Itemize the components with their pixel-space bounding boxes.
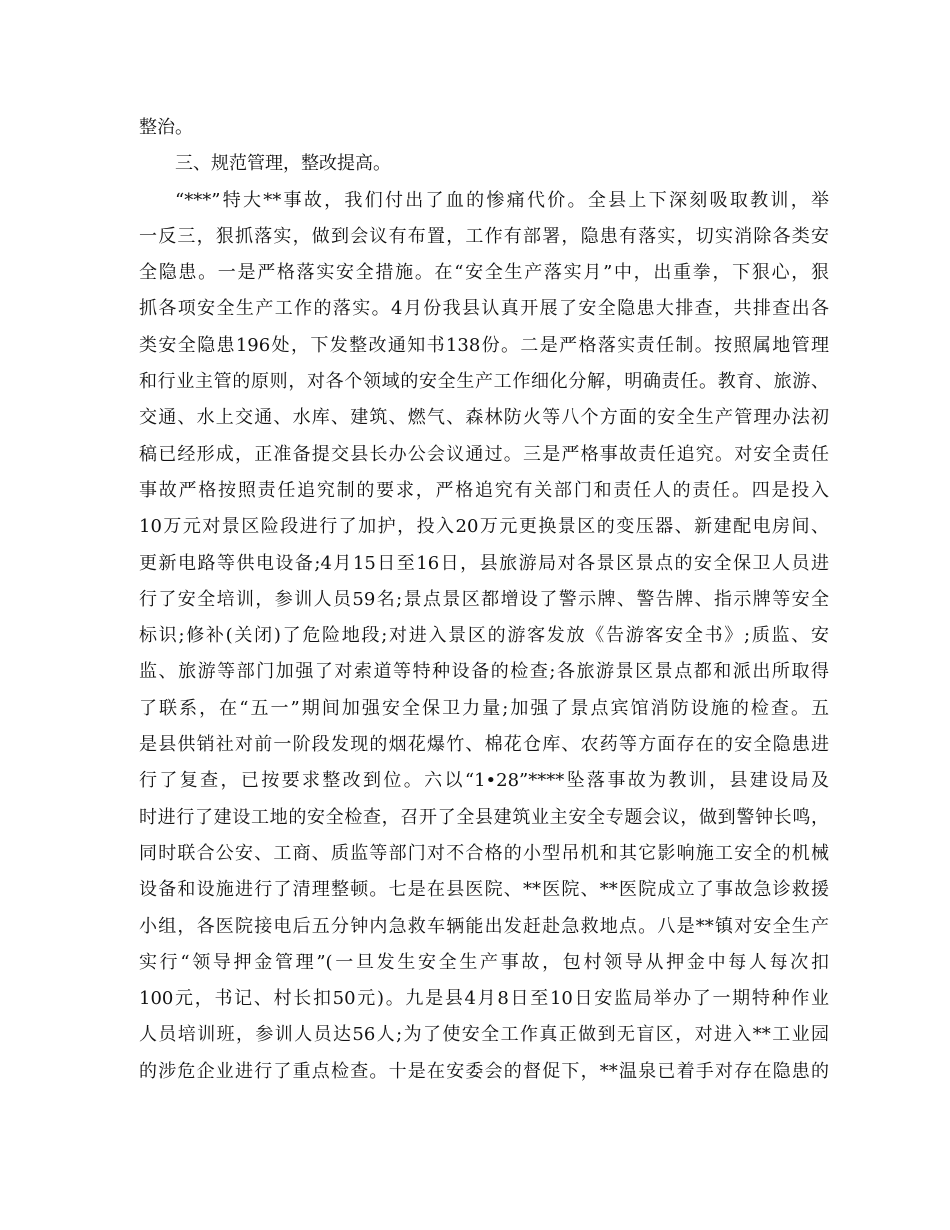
text-line: 时进行了建设工地的安全检查，召开了全县建筑业主安全专题会议，做到警钟长鸣，	[139, 806, 829, 828]
text-line: 标识;修补(关闭)了危险地段;对进入景区的游客发放《告游客安全书》;质监、安	[139, 625, 829, 647]
text-line: 整治。	[139, 117, 193, 138]
text-line: 是县供销社对前一阶段发现的烟花爆竹、棉花仓库、农药等方面存在的安全隐患进	[139, 734, 829, 756]
text-line: 行了安全培训，参训人员59名;景点景区都增设了警示牌、警告牌、指示牌等安全	[139, 588, 829, 610]
text-line: 小组，各医院接电后五分钟内急救车辆能出发赶赴急救地点。八是**镇对安全生产	[139, 915, 829, 937]
text-line: 了联系，在“五一”期间加强安全保卫力量;加强了景点宾馆消防设施的检查。五	[139, 697, 829, 719]
document-body	[139, 110, 829, 1090]
text-line: 一反三，狠抓落实，做到会议有布置，工作有部署，隐患有落实，切实消除各类安	[139, 225, 829, 247]
text-line: 100元，书记、村长扣50元)。九是县4月8日至10日安监局举办了一期特种作业	[139, 988, 829, 1010]
text-line: 全隐患。一是严格落实安全措施。在“安全生产落实月”中，出重拳，下狠心，狠	[139, 262, 829, 284]
text-line: 更新电路等供电设备;4月15日至16日，县旅游局对各景区景点的安全保卫人员进	[139, 552, 829, 574]
text-line: 设备和设施进行了清理整顿。七是在县医院、**医院、**医院成立了事故急诊救援	[139, 879, 829, 901]
text-line: 三、规范管理，整改提高。	[175, 153, 391, 175]
text-line: 监、旅游等部门加强了对索道等特种设备的检查;各旅游景区景点都和派出所取得	[139, 661, 829, 683]
text-line: 人员培训班，参训人员达56人;为了使安全工作真正做到无盲区，对进入**工业园	[139, 1024, 829, 1046]
text-line: 实行“领导押金管理”(一旦发生安全生产事故，包村领导从押金中每人每次扣	[139, 951, 829, 973]
text-line: 交通、水上交通、水库、建筑、燃气、森林防火等八个方面的安全生产管理办法初	[139, 407, 829, 429]
text-line: 抓各项安全生产工作的落实。4月份我县认真开展了安全隐患大排查，共排查出各	[139, 298, 829, 320]
text-line: 类安全隐患196处，下发整改通知书138份。二是严格落实责任制。按照属地管理	[139, 334, 829, 356]
text-line: “***”特大**事故，我们付出了血的惨痛代价。全县上下深刻吸取教训，举	[175, 189, 829, 211]
text-line: 事故严格按照责任追究制的要求，严格追究有关部门和责任人的责任。四是投入	[139, 479, 829, 501]
text-line: 和行业主管的原则，对各个领域的安全生产工作细化分解，明确责任。教育、旅游、	[139, 371, 829, 393]
text-line: 稿已经形成，正准备提交县长办公会议通过。三是严格事故责任追究。对安全责任	[139, 443, 829, 465]
text-line: 的涉危企业进行了重点检查。十是在安委会的督促下，**温泉已着手对存在隐患的	[139, 1060, 829, 1082]
text-line: 同时联合公安、工商、质监等部门对不合格的小型吊机和其它影响施工安全的机械	[139, 842, 829, 864]
text-line: 行了复查，已按要求整改到位。六以“1•28”****坠落事故为教训，县建设局及	[139, 770, 829, 792]
text-line: 10万元对景区险段进行了加护，投入20万元更换景区的变压器、新建配电房间、	[139, 516, 829, 538]
